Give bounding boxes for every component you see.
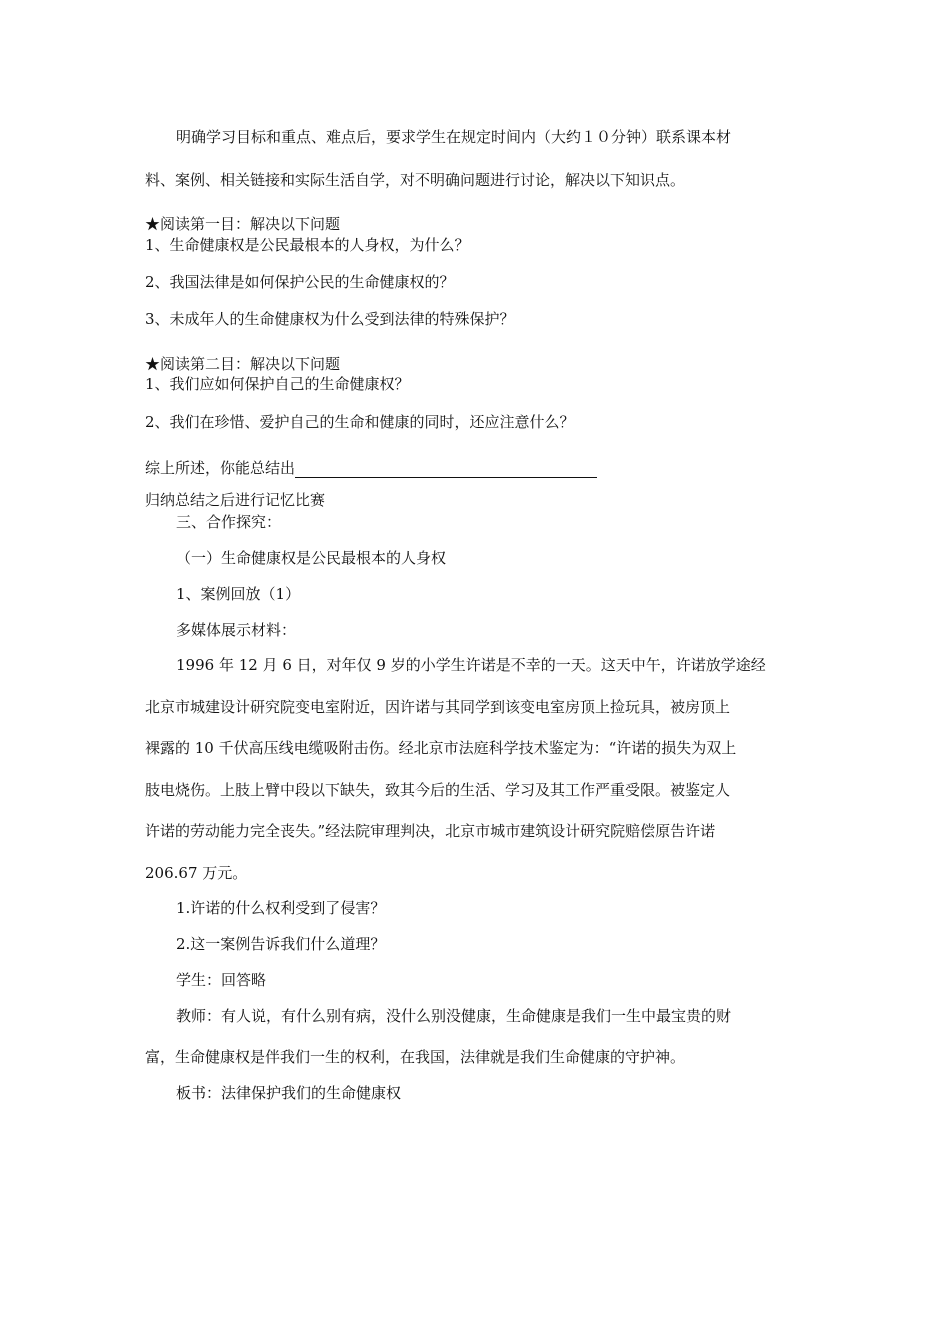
intro-line-1: 明确学习目标和重点、难点后，要求学生在规定时间内（大约１０分钟）联系课本材	[176, 128, 732, 146]
media-material-label: 多媒体展示材料：	[176, 621, 297, 639]
reading-1-question-3: 3、未成年人的生命健康权为什么受到法律的特殊保护？	[145, 310, 515, 328]
story-line-6: 206.67 万元。	[145, 864, 248, 882]
teacher-line-2: 富，生命健康权是伴我们一生的权利，在我国，法律就是我们生命健康的守护神。	[145, 1048, 686, 1066]
reading-1-question-2: 2、我国法律是如何保护公民的生命健康权的？	[145, 273, 455, 291]
case-question-1: 1.许诺的什么权利受到了侵害？	[176, 899, 386, 917]
reading-2-question-1: 1、我们应如何保护自己的生命健康权？	[145, 375, 410, 393]
summary-line	[145, 458, 597, 478]
subsection-1-title: （一）生命健康权是公民最根本的人身权	[176, 549, 447, 567]
story-line-4: 肢电烧伤。上肢上臂中段以下缺失，致其今后的生活、学习及其工作严重受限。被鉴定人	[145, 781, 731, 799]
memory-contest-line: 归纳总结之后进行记忆比赛	[145, 491, 326, 509]
reading-2-question-2: 2、我们在珍惜、爱护自己的生命和健康的同时，还应注意什么？	[145, 413, 575, 431]
reading-2-heading: ★阅读第二目：解决以下问题	[145, 355, 341, 373]
case-replay-heading: 1、案例回放（1）	[176, 585, 301, 603]
story-line-3: 裸露的 10 千伏高压线电缆吸附击伤。经北京市法庭科学技术鉴定为：“许诺的损失为双上	[145, 739, 737, 757]
intro-line-2: 料、案例、相关链接和实际生活自学，对不明确问题进行讨论，解决以下知识点。	[145, 171, 686, 189]
case-question-2: 2.这一案例告诉我们什么道理？	[176, 935, 386, 953]
story-line-5: 许诺的劳动能力完全丧失。”经法院审理判决，北京市城市建筑设计研究院赔偿原告许诺	[145, 822, 716, 840]
teacher-line-1: 教师：有人说，有什么别有病，没什么别没健康，生命健康是我们一生中最宝贵的财	[176, 1007, 732, 1025]
story-line-1: 1996 年 12 月 6 日，对年仅 9 岁的小学生许诺是不幸的一天。这天中午，许诺放学途经	[176, 656, 766, 674]
blackboard-note: 板书：法律保护我们的生命健康权	[176, 1084, 402, 1102]
summary-blank	[295, 461, 597, 478]
summary-prompt: 综上所述，你能总结出	[145, 459, 296, 477]
story-line-2: 北京市城建设计研究院变电室附近，因许诺与其同学到该变电室房顶上捡玩具，被房顶上	[145, 698, 731, 716]
reading-1-question-1: 1、生命健康权是公民最根本的人身权，为什么？	[145, 236, 470, 254]
section-3-title: 三、合作探究：	[176, 513, 282, 531]
reading-1-heading: ★阅读第一目：解决以下问题	[145, 215, 341, 233]
student-answer: 学生：回答略	[176, 971, 267, 989]
